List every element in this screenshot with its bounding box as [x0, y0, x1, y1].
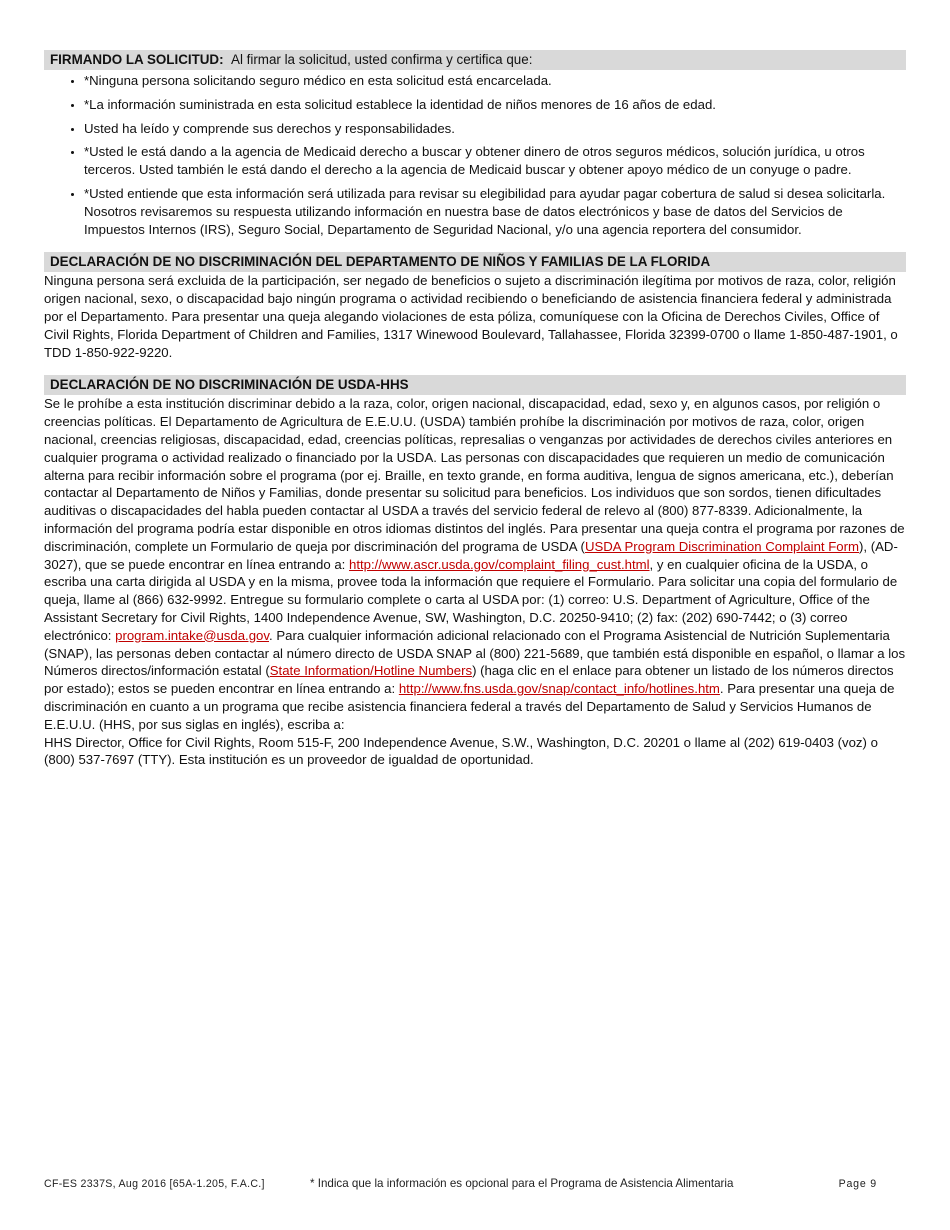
usda-body — [44, 395, 906, 769]
fns-link[interactable]: http://www.fns.usda.gov/snap/contact_info/hotlines.htm — [398, 681, 720, 697]
usda-text: ), (AD-3027), que se puede encontrar en línea entrando a: — [44, 538, 898, 572]
usda-text: . Para presentar una queja de discriminación en cuanto a un programa que recibe asistencia financiera federal a través del Departamento de Salud y Servicios Humanos de E.E.U.U. (HHS, por sus siglas en inglés), escriba a: — [44, 681, 895, 732]
signing-header — [44, 50, 906, 70]
signing-bullet: • Usted ha leído y comprende sus derechos y responsabilidades. — [84, 120, 906, 138]
florida-header: DECLARACIÓN DE NO DISCRIMINACIÓN DEL DEPARTAMENTO DE NIÑOS Y FAMILIAS DE LA FLORIDA — [44, 252, 906, 272]
usda-text: . Para cualquier información adicional relacionado con el Programa Asistencial de Nutrición Suplementaria (SNAP), las personas deben contactar al número directo de USDA SNAP al (800) 221-5689, que también está disponible en español, o llamar a los Números directos/información estatal ( — [44, 627, 906, 679]
tty-line: (800) 537-7697 (TTY). Esta institución es un proveedor de igualdad de oportunidad. — [44, 752, 534, 768]
signing-title: FIRMANDO LA SOLICITUD: — [50, 52, 224, 67]
usda-section — [44, 375, 906, 769]
email-link[interactable]: program.intake@usda.gov — [115, 627, 269, 643]
florida-section — [44, 252, 906, 361]
signing-bullet: • *Usted entiende que esta información será utilizada para revisar su elegibilidad para ayudar pagar cobertura de salud si desea solicitarla. Nosotros revisaremos su respuesta utilizando información en nuestra base de datos electrónicos y base de datos del Servicios de Impuestos Internos (IRS), Seguro Social, Departamento de Seguridad Nacional, y/o una agencia reportera del consumidor. — [84, 185, 906, 238]
signing-bullet: • *Ninguna persona solicitando seguro médico en esta solicitud está encarcelada. — [84, 72, 906, 90]
signing-bullet: • *Usted le está dando a la agencia de Medicaid derecho a buscar y obtener dinero de otros seguros médicos, solución jurídica, u otros terceros. Usted también le está dando el derecho a la agencia de Medicaid buscar y obtener apoyo médico de un conyuge o padre. — [84, 143, 906, 179]
signing-bullet: • *La información suministrada en esta solicitud establece la identidad de niños menores de 16 años de edad. — [84, 96, 906, 114]
form-id: CF-ES 2337S, Aug 2016 [65A-1.205, F.A.C.] — [44, 1178, 265, 1190]
complaint-form-link[interactable]: USDA Program Discrimination Complaint Form — [584, 538, 860, 554]
usda-header: DECLARACIÓN DE NO DISCRIMINACIÓN DE USDA-HHS — [44, 375, 906, 395]
ascr-link[interactable]: http://www.ascr.usda.gov/complaint_filing_cust.html — [349, 556, 650, 572]
florida-tdd: TDD 1-850-922-9220. — [44, 344, 173, 360]
usda-text: ) (haga clic en el enlace para obtener un listado de los números directos por estado); estos se pueden encontrar en línea entrando a: — [44, 663, 894, 697]
florida-body — [44, 272, 906, 361]
signing-bullet-list — [44, 72, 906, 238]
usda-text: , y en cualquier oficina de la USDA, o escriba una carta dirigida al USDA y en la misma, provee toda la información que requiere el Formulario. Para solicitar una copia del formulario de queja, llame al (866) 632-9992. Entregue su formulario complete o carta al USDA por: (1) correo: U.S. Department of Agriculture, Office of the Assistant Secretary for Civil Rights, 1400 Independence Avenue, SW, Washington, D.C. 20250-9410; (2) fax: (202) 690-7442; o (3) correo electrónico: — [44, 556, 898, 643]
hotline-link[interactable]: State Information/Hotline Numbers — [269, 663, 473, 679]
usda-text: Se le prohíbe a esta institución discriminar debido a la raza, color, origen nacional, discapacidad, edad, sexo y, en algunos casos, por religión o creencias políticas. El Departamento de Agricultura de E.E.U.U. (USDA) también prohíbe la discriminación por motivos de raza, color, origen nacional, creencias religiosas, discapacidad, edad, creencias políticas, represalias o venganzas por actividades de derechos civiles anteriores en cualquier programa o actividad realizado o financiado por la USDA. Las personas con discapacidades que requieren un medio de comunicación alterna para recibir información sobre el programa (por ej. Braille, en texto grande, en forma auditiva, lengua de signos americana, etc.), deberían contactar al Departamento de Niños y Familias, donde presentar su solicitud para beneficios. Los individuos que son sordos, tienen dificultades auditivas o discapacidades del habla pueden contactar al USDA a través del servicio federal de relevo al (800) 877-8339. Adicionalmente, la información del programa podría estar disponible en otros idiomas distintos del inglés. Para presentar una queja contra el programa por razones de discriminación, complete un Formulario de queja por discriminación del programa de USDA ( — [44, 396, 905, 554]
document-page — [44, 50, 906, 769]
florida-body-text: Ninguna persona será excluida de la participación, ser negado de beneficios o sujeto a discriminación ilegítima por motivos de raza, color, religión origen nacional, sexo, o discapacidad bajo ningún programa o actividad recibiendo o beneficiando de asistencia financiera federal y administrada por el Departamento. Para presentar una queja alegando violaciones de esta póliza, comuníquese con la Oficina de Derechos Civiles, Office of Civil Rights, Florida Department of Children and Families, 1317 Winewood Boulevard, Tallahassee, Florida 32399-0700 o llame 1-850-487-1901, o — [44, 273, 898, 342]
signing-lead: Al firmar la solicitud, usted confirma y certifica que: — [231, 52, 533, 67]
footer-note: * Indica que la información es opcional para el Programa de Asistencia Alimentaria — [310, 1177, 734, 1190]
hhs-address: HHS Director, Office for Civil Rights, Room 515-F, 200 Independence Avenue, S.W., Washington, D.C. 20201 o llame al (202) 619-0403 (voz) o — [44, 734, 878, 750]
page-number: Page 9 — [838, 1178, 877, 1190]
